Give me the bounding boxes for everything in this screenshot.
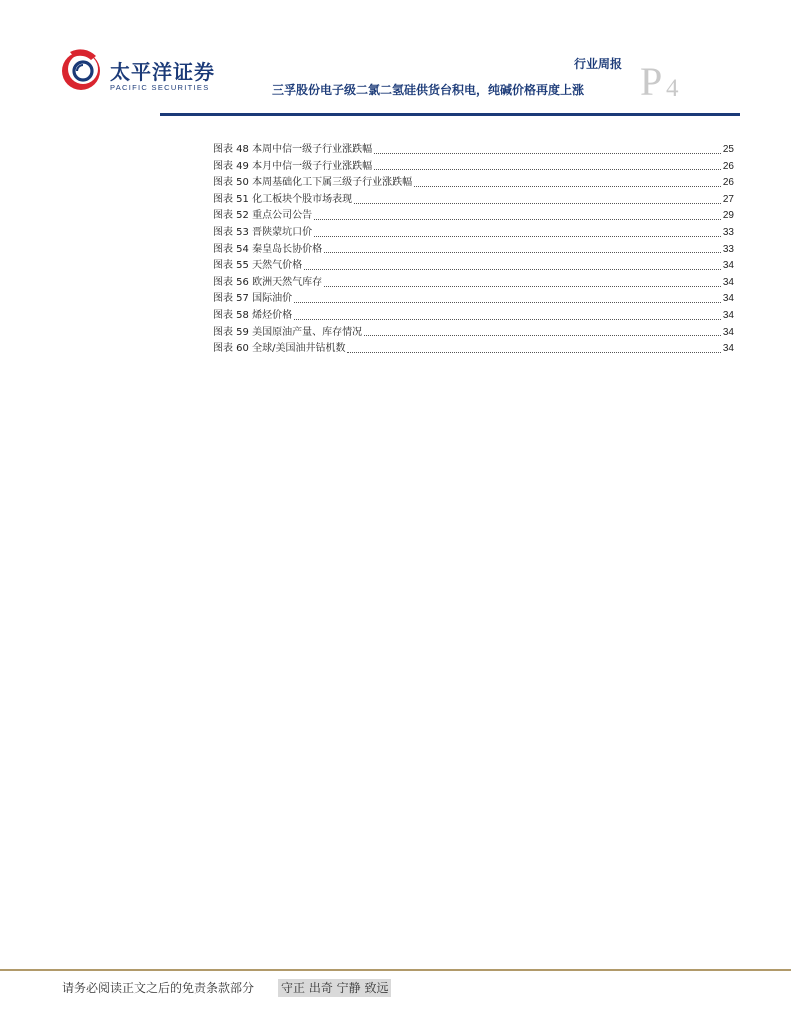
figure-title: 图表 57 国际油价	[213, 293, 293, 305]
figure-page-number: 26	[722, 160, 734, 172]
figure-page-number: 26	[722, 177, 734, 189]
figure-list	[213, 142, 734, 358]
figure-page-number: 34	[722, 276, 734, 288]
dot-leader	[354, 203, 721, 204]
dot-leader	[314, 236, 721, 237]
figure-title: 图表 58 烯烃价格	[213, 309, 293, 321]
dot-leader	[414, 186, 721, 187]
figure-title: 图表 53 晋陕蒙坑口价	[213, 226, 313, 238]
dot-leader	[324, 286, 721, 287]
figure-title: 图表 49 本月中信一级子行业涨跌幅	[213, 160, 373, 172]
dot-leader	[364, 335, 721, 336]
figure-page-number: 34	[722, 343, 734, 355]
page-letter: P	[640, 59, 663, 104]
figure-page-number: 34	[722, 309, 734, 321]
figure-title: 图表 60 全球/美国油井钻机数	[213, 343, 346, 355]
figure-page-number: 33	[722, 243, 734, 255]
figure-page-number: 34	[722, 326, 734, 338]
dot-leader	[374, 153, 721, 154]
figure-list-item[interactable]	[213, 308, 734, 325]
header-divider	[160, 113, 740, 116]
dot-leader	[294, 319, 721, 320]
figure-page-number: 27	[722, 193, 734, 205]
figure-list-item[interactable]	[213, 225, 734, 242]
figure-list-item[interactable]	[213, 242, 734, 259]
dot-leader	[324, 252, 721, 253]
figure-list-item[interactable]	[213, 258, 734, 275]
brand-name-chinese: 太平洋证券	[110, 60, 215, 84]
footer-motto: 守正 出奇 宁静 致远	[278, 979, 391, 997]
dot-leader	[304, 269, 721, 270]
figure-list-item[interactable]	[213, 192, 734, 209]
figure-page-number: 33	[722, 226, 734, 238]
figure-title: 图表 59 美国原油产量、库存情况	[213, 326, 363, 338]
figure-title: 图表 55 天然气价格	[213, 260, 303, 272]
figure-list-item[interactable]	[213, 142, 734, 159]
figure-list-item[interactable]	[213, 341, 734, 358]
footer-disclaimer: 请务必阅读正文之后的免责条款部分	[62, 981, 255, 995]
footer-divider	[0, 969, 791, 971]
dot-leader	[294, 302, 721, 303]
figure-page-number: 29	[722, 210, 734, 222]
page-number: 4	[666, 75, 679, 102]
report-title: 三孚股份电子级二氯二氢硅供货台积电，纯碱价格再度上涨	[272, 83, 585, 97]
report-type-label: 行业周报	[574, 57, 623, 71]
figure-title: 图表 56 欧洲天然气库存	[213, 276, 323, 288]
figure-list-item[interactable]	[213, 159, 734, 176]
figure-title: 图表 52 重点公司公告	[213, 210, 313, 222]
dot-leader	[347, 352, 720, 353]
figure-title: 图表 51 化工板块个股市场表现	[213, 193, 353, 205]
figure-list-item[interactable]	[213, 175, 734, 192]
figure-title: 图表 48 本周中信一级子行业涨跌幅	[213, 144, 373, 155]
figure-title: 图表 54 秦皇岛长协价格	[213, 243, 323, 255]
figure-page-number: 34	[722, 260, 734, 272]
dot-leader	[374, 169, 721, 170]
figure-list-item[interactable]	[213, 291, 734, 308]
pacific-securities-logo-icon	[56, 44, 106, 94]
dot-leader	[314, 219, 721, 220]
figure-page-number: 25	[722, 144, 734, 155]
figure-list-item[interactable]	[213, 208, 734, 225]
figure-list-item[interactable]	[213, 325, 734, 342]
figure-page-number: 34	[722, 293, 734, 305]
figure-title: 图表 50 本周基础化工下属三级子行业涨跌幅	[213, 177, 413, 189]
brand-name-english: PACIFIC SECURITIES	[110, 83, 210, 92]
figure-list-item[interactable]	[213, 275, 734, 292]
